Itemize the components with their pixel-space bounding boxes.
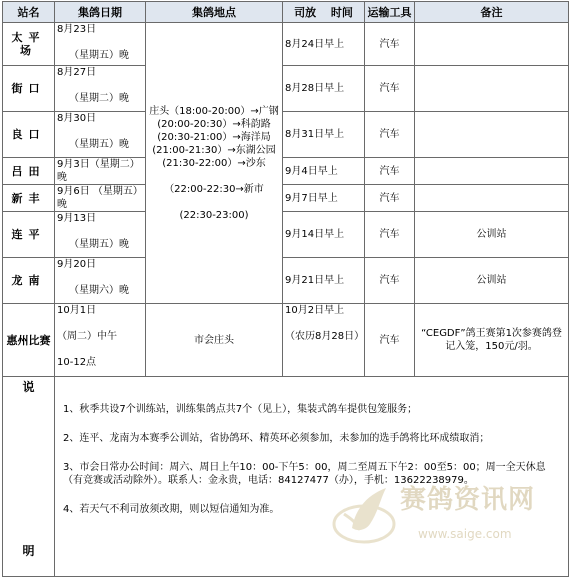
final-race-row: [3, 304, 569, 377]
gather-location-cell: 庄头（18:00-20:00）→广钢 (20:00-20:30）→科韵路 (20:30-21:00）→海洋局 (21:00-21:30）→东湖公园 (21:30-22:00）→沙东 （22:00-22:30→新市 (22:30-23:00): [146, 23, 283, 304]
gather-date-weekday: （星期二）晚: [69, 93, 129, 104]
note-item: 4、若天气不利司放须改期，则以短信通知为准。: [63, 504, 280, 515]
notes-label-top: 说: [22, 380, 35, 394]
transport: 汽车: [365, 112, 415, 158]
site-name: 龙南: [3, 258, 55, 304]
gather-date-weekday: （周二）中午: [57, 331, 117, 342]
note-item: 3、市会日常办公时间：周六、周日上午10：00-下午5：00，周二至周五下午2：00至5：00；周一全天休息（有竞赛或活动除外）。联系人：金永贵，电话：84127477（办），手机：13622238979。: [63, 462, 546, 486]
gather-date-day: 9月6日 （星期五）: [57, 186, 143, 197]
table-row: [3, 66, 569, 112]
transport: 汽车: [365, 66, 415, 112]
table-row: [3, 212, 569, 258]
pigeon-logo-icon: [330, 484, 400, 550]
remark: [415, 185, 569, 212]
gather-date: [55, 212, 146, 258]
gather-date-weekday: 晚: [57, 172, 67, 183]
release-time: 9月14日早上: [283, 212, 365, 258]
transport: 汽车: [365, 23, 415, 66]
watermark-brand: 赛鸽资讯网: [400, 485, 536, 515]
release-time: 9月4日早上: [283, 158, 365, 185]
gather-date: [55, 304, 146, 377]
header-remark: 备注: [415, 2, 569, 23]
notes-label-bottom: 明: [22, 544, 35, 558]
note-item: 2、连平、龙南为本赛季公训站，省协鸽环、精英环必须参加，未参加的选手鸽将比环成绩取消；: [63, 433, 490, 444]
transport: 汽车: [365, 185, 415, 212]
gather-date-day: 9月3日（星期二）: [57, 159, 140, 170]
gather-date-weekday: 晚: [57, 199, 67, 210]
site-name: 街口: [3, 66, 55, 112]
transport: 汽车: [365, 158, 415, 185]
table-row: [3, 112, 569, 158]
header-site: 站名: [3, 2, 55, 23]
gather-date: [55, 185, 146, 212]
release-time: 8月24日早上: [283, 23, 365, 66]
release-time: 9月7日早上: [283, 185, 365, 212]
release-time: 8月28日早上: [283, 66, 365, 112]
header-date: 集鸽日期: [55, 2, 146, 23]
gather-date: [55, 258, 146, 304]
notes-content: [55, 377, 569, 577]
table-row: [3, 258, 569, 304]
release-time: 9月21日早上: [283, 258, 365, 304]
gather-date-weekday: （星期五）晚: [69, 139, 129, 150]
site-name: 新丰: [3, 185, 55, 212]
remark: “CEGDF”鸽王赛第1次参赛鸽登记入笼，150元/羽。: [415, 304, 569, 377]
notes-label: [3, 377, 55, 577]
remark: 公训站: [415, 212, 569, 258]
site-name: 连平: [3, 212, 55, 258]
release-time: [283, 304, 365, 377]
remark: [415, 158, 569, 185]
gather-date-day: 8月23日: [57, 24, 97, 35]
site-name: 吕田: [3, 158, 55, 185]
site-name: 太平场: [3, 23, 55, 66]
table-row: [3, 23, 569, 66]
watermark-url: www.saige.com: [418, 527, 512, 541]
watermark-logo: [330, 484, 540, 550]
remark: [415, 66, 569, 112]
gather-date-day: 8月27日: [57, 67, 97, 78]
header-release: 司放 时间: [283, 2, 365, 23]
gather-date-weekday: （星期六）晚: [69, 285, 129, 296]
site-name: 良口: [3, 112, 55, 158]
header-row: [3, 2, 569, 23]
gather-date-day: 9月13日: [57, 213, 97, 224]
gather-date-day: 8月30日: [57, 113, 97, 124]
table-row: [3, 158, 569, 185]
transport: 汽车: [365, 258, 415, 304]
gather-date: [55, 23, 146, 66]
gather-date-day: 9月20日: [57, 259, 97, 270]
gather-date: [55, 158, 146, 185]
remark: 公训站: [415, 258, 569, 304]
table-row: [3, 185, 569, 212]
remark: [415, 112, 569, 158]
site-name: 惠州比赛: [3, 304, 55, 377]
release-time: 8月31日早上: [283, 112, 365, 158]
gather-date-weekday: （星期五）晚: [69, 239, 129, 250]
remark: [415, 23, 569, 66]
training-schedule-table: [2, 1, 569, 577]
gather-date-weekday: （星期五）晚: [69, 50, 129, 61]
gather-date: [55, 112, 146, 158]
header-location: 集鸽地点: [146, 2, 283, 23]
transport: 汽车: [365, 212, 415, 258]
gather-date: [55, 66, 146, 112]
release-lunar-date: （农历8月28日）: [285, 331, 365, 342]
gather-date-day: 10月1日: [57, 305, 97, 316]
transport: 汽车: [365, 304, 415, 377]
header-transport: 运输工具: [365, 2, 415, 23]
gather-time: 10-12点: [57, 357, 97, 368]
note-item: 1、秋季共设7个训练站，训练集鸽点共7个（见上），集装式鸽车提供包笼服务；: [63, 404, 418, 415]
gather-location-cell: 市会庄头: [146, 304, 283, 377]
notes-row: [3, 377, 569, 577]
release-date: 10月2日早上: [285, 305, 345, 316]
